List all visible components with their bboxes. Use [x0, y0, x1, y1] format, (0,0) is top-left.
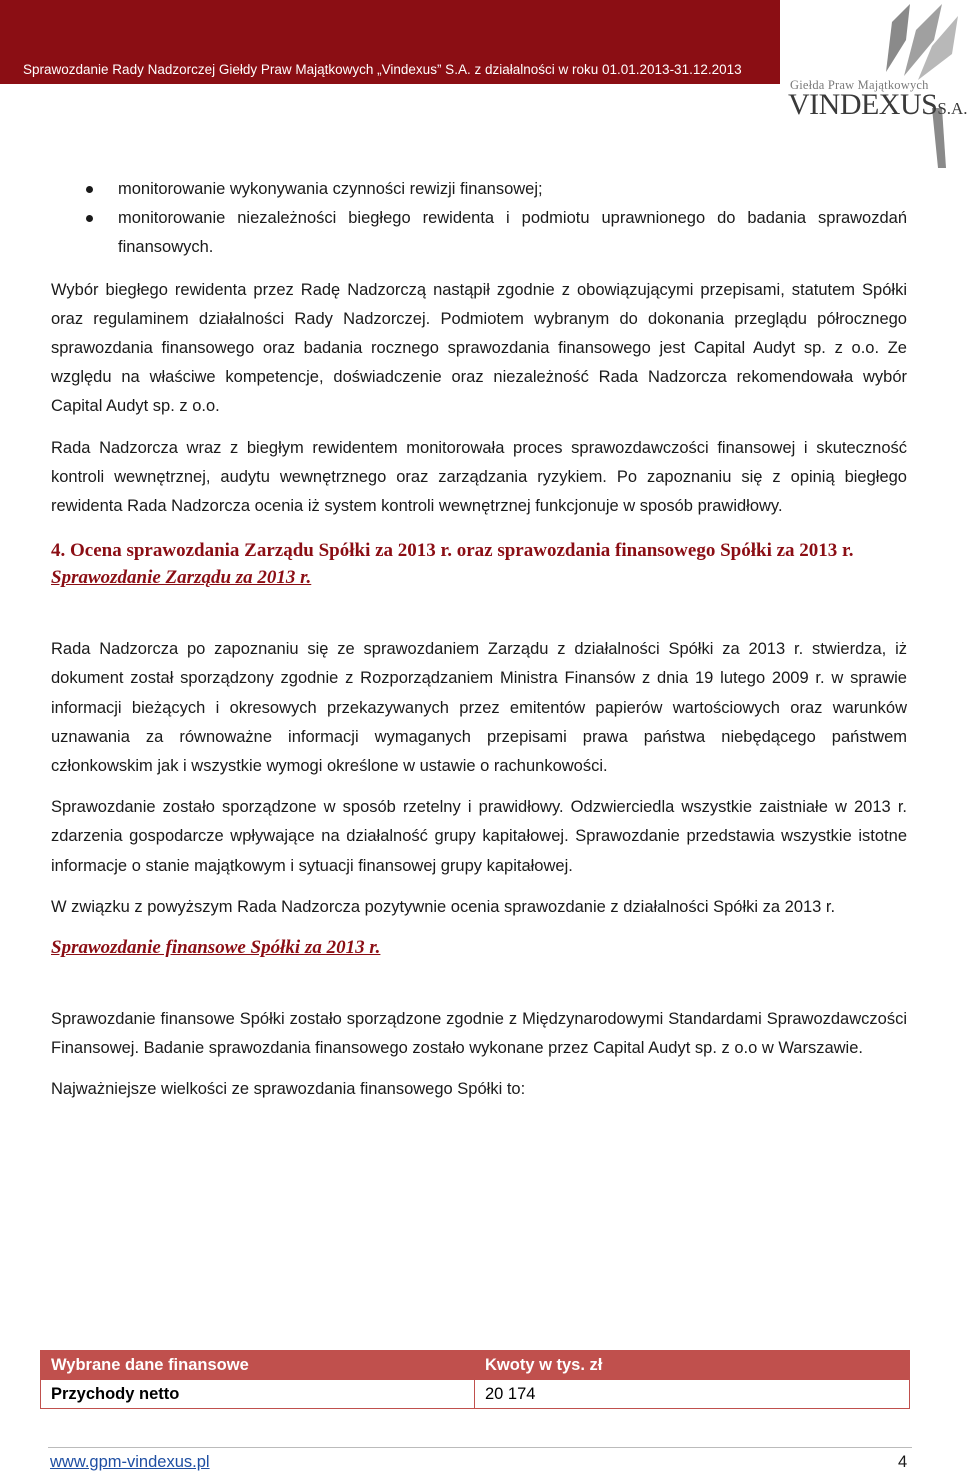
section-heading: 4. Ocena sprawozdania Zarządu Spółki za 2013 r. oraz sprawozdania finansowego Spółki za 2013 r. — [51, 540, 854, 562]
list-item — [51, 175, 907, 204]
document-title: Sprawozdanie Rady Nadzorczej Giełdy Praw Majątkowych „Vindexus” S.A. z działalności w roku 01.01.2013-31.12.2013 — [23, 62, 742, 77]
document-body — [51, 175, 907, 1105]
page-number: 4 — [898, 1453, 908, 1471]
list-item — [51, 204, 907, 262]
list-item-text: monitorowanie niezależności biegłego rewidenta i podmiotu uprawnionego do badania sprawozdań finansowych. — [118, 209, 907, 257]
table-cell-label: Przychody netto — [41, 1380, 475, 1409]
logo-name-text: VINDEXUS — [788, 88, 938, 121]
paragraph-internal-control: Rada Nadzorcza wraz z biegłym rewidentem monitorowała proces sprawozdawczości finansowej i skuteczność kontroli wewnętrznej, audytu wewnętrznego oraz zarządzania ryzykiem. Po zapoznaniu się z opinią biegłego rewidenta Rada Nadzorcza ocenia iż system kontroli wewnętrznej funkcjonuje w sposób prawidłowy. — [51, 438, 907, 516]
bullet-list — [51, 175, 907, 276]
paragraph-positive-evaluation: W związku z powyższym Rada Nadzorcza pozytywnie ocenia sprawozdanie z działalności Spółki za 2013 r. — [51, 897, 836, 916]
footer-website-link[interactable]: www.gpm-vindexus.pl — [50, 1453, 210, 1471]
subheading-financial-report: Sprawozdanie finansowe Spółki za 2013 r. — [51, 937, 381, 959]
footer-divider — [48, 1447, 912, 1448]
list-item-text: monitorowanie wykonywania czynności rewizji finansowej; — [118, 180, 543, 198]
logo-suffix: S.A. — [937, 99, 968, 118]
bullet-icon — [86, 186, 93, 193]
company-logo — [782, 0, 968, 170]
table-header-row — [41, 1351, 910, 1380]
paragraph-auditor-selection: Wybór biegłego rewidenta przez Radę Nadzorczą nastąpił zgodnie z obowiązującymi przepisami, statutem Spółki oraz regulaminem działalności Rady Nadzorczej. Podmiotem wybranym do dokonania przeglądu półrocznego sprawozdania finansowego oraz badania rocznego sprawozdania finansowego jest Capital Audyt sp. z o.o. Ze względu na właściwe kompetencje, doświadczenie oraz niezależność Rada Nadzorcza rekomendowała wybór Capital Audyt sp. z o.o. — [51, 280, 907, 416]
paragraph-key-figures-intro: Najważniejsze wielkości ze sprawozdania finansowego Spółki to: — [51, 1080, 526, 1099]
logo-tagline: Giełda Praw Majątkowych — [790, 78, 929, 92]
column-header-amount: Kwoty w tys. zł — [475, 1351, 910, 1380]
paragraph-management-report: Rada Nadzorcza po zapoznaniu się ze sprawozdaniem Zarządu z działalności Spółki za 2013 r. stwierdza, iż dokument został sporządzony zgodnie z Rozporządzaniem Ministra Finansów z dnia 19 lutego 2009 r. w sprawie informacji bieżących i okresowych przekazywanych przez emitentów papierów wartościowych oraz warunków uznawania za równoważne informacji wymaganych przepisami prawa państwa niebędącego państwem członkowskim jak i wszystkie wymogi określone w ustawie o rachunkowości. — [51, 640, 907, 776]
financial-data-table — [40, 1350, 910, 1409]
subheading-management-report: Sprawozdanie Zarządu za 2013 r. — [51, 567, 312, 589]
paragraph-financial-report: Sprawozdanie finansowe Spółki zostało sporządzone zgodnie z Międzynarodowymi Standardami Sprawozdawczości Finansowej. Badanie sprawozdania finansowego zostało wykonane przez Capital Audyt sp. z o.o w Warszawie. — [51, 1010, 907, 1058]
table-row — [41, 1380, 910, 1409]
table-cell-value: 20 174 — [475, 1380, 910, 1409]
bullet-icon — [86, 215, 93, 222]
column-header-item: Wybrane dane finansowe — [41, 1351, 475, 1380]
header-bar — [0, 0, 780, 84]
paragraph-report-assessment: Sprawozdanie zostało sporządzone w sposób rzetelny i prawidłowy. Odzwierciedla wszystkie zaistniałe w 2013 r. zdarzenia gospodarcze wpływające na działalność grupy kapitałowej. Sprawozdanie przedstawia wszystkie istotne informacje o stanie majątkowym i sytuacji finansowej grupy kapitałowej. — [51, 798, 907, 875]
logo-wordmark — [788, 88, 968, 122]
